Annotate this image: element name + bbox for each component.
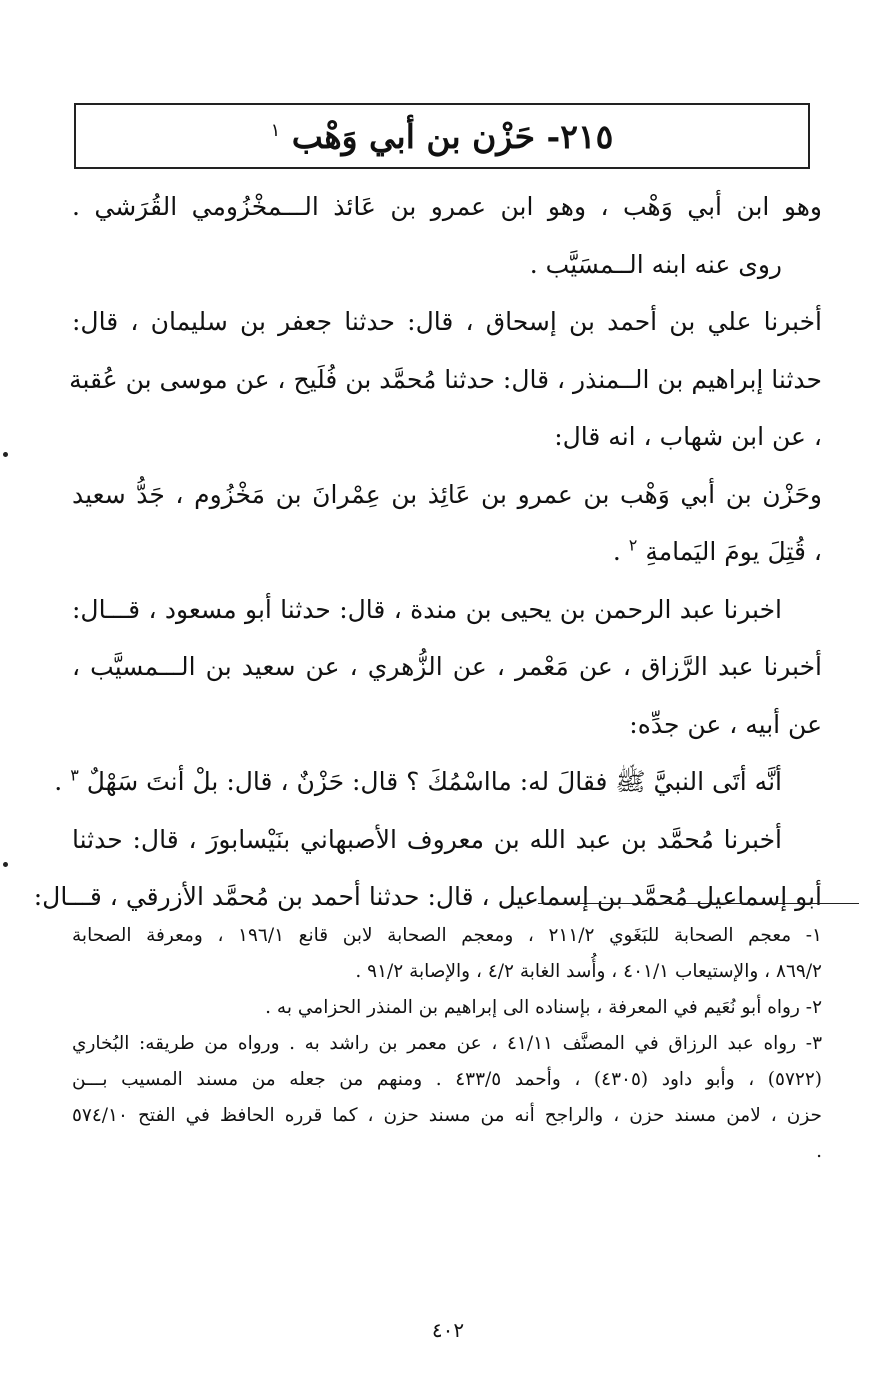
footnote-line: ٨٦٩/٢ ، والإستيعاب ٤٠١/١ ، وأُسد الغابة ٤/٢ ، والإصابة ٩١/٢ . [355, 961, 822, 982]
footnote-separator [538, 903, 859, 904]
text-line-tail: . [612, 537, 629, 566]
title-footnote-ref: ١ [270, 119, 281, 141]
text-line: حدثنا إبراهيم بن الــمنذر ، قال: حدثنا مُحمَّد بن فُلَيح ، عن موسى بن عُقبة [69, 364, 822, 394]
scan-speck [3, 862, 8, 867]
text-line [54, 753, 822, 811]
entry-title-text: ٢١٥- حَزْن بن أبي وَهْب [291, 116, 614, 156]
text-line: روى عنه ابنه الــمسَيَّب . [529, 249, 782, 279]
page-number: ٤٠٢ [431, 1318, 465, 1342]
text-line: اخبرنا عبد الرحمن بن يحيى بن مندة ، قال: حدثنا أبو مسعود ، قـــال: [72, 594, 782, 624]
footnote-line: ٢- رواه أبو نُعَيم في المعرفة ، بإسناده الى إبراهيم بن المنذر الحزامي به . [265, 997, 822, 1018]
main-text [33, 178, 822, 926]
text-line-tail: . [54, 767, 71, 796]
text-line: أخبرنا علي بن أحمد بن إسحاق ، قال: حدثنا جعفر بن سليمان ، قال: [72, 307, 822, 336]
text-line: أبو إسماعيل مُحمَّد بن إسماعيل ، قال: حدثنا أحمد بن مُحمَّد الأزرقي ، قـــال: [33, 882, 822, 911]
footnotes [72, 918, 822, 1170]
text-line: عن أبيه ، عن جدِّه: [629, 709, 822, 739]
footnote-line: . [816, 1141, 822, 1162]
text-line-main: ، قُتِلَ يومَ اليَمامةِ [645, 537, 822, 566]
text-line: ، عن ابن شهاب ، انه قال: [554, 422, 822, 451]
footnote-line: ١- معجم الصحابة للبَغَوي ٢١١/٢ ، ومعجم الصحابة لابن قانع ١٩٦/١ ، ومعرفة الصحابة [72, 925, 822, 946]
footnote-line: (٥٧٢٢) ، وأبو داود (٤٣٠٥) ، وأحمد ٤٣٣/٥ . ومنهم من جعله من مسند المسيب بـــن [72, 1069, 822, 1090]
footnote-line: ٣- رواه عبد الرزاق في المصنَّف ٤١/١١ ، عن معمر بن راشد به . ورواه من طريقه: البُخاري [72, 1033, 822, 1054]
text-line-main: أنَّه أتَى النبيَّ ﷺ فقالَ له: مااسْمُكَ ؟ قال: حَزْنٌ ، قال: بلْ أنتَ سَهْلٌ [86, 767, 782, 796]
text-line: وحَزْن بن أبي وَهْب بن عمرو بن عَائِذ بن عِمْرانَ بن مَخْزُوم ، جَدُّ سعيد [72, 479, 822, 509]
scan-speck [3, 452, 8, 457]
footnote-ref-2: ٢ [628, 535, 638, 555]
text-line: أخبرنا مُحمَّد بن عبد الله بن معروف الأصبهاني بنَيْسابورَ ، قال: حدثنا [72, 824, 782, 854]
text-line: وهو ابن أبي وَهْب ، وهو ابن عمرو بن عَائذ الـــمخْزُومي القُرَشي . [72, 192, 822, 221]
entry-title-box [74, 103, 810, 169]
text-line [72, 523, 822, 581]
footnote-line: حزن ، لامن مسند حزن ، والراجح أنه من مسند حزن ، كما قرره الحافظ في الفتح ٥٧٤/١٠ [72, 1105, 822, 1126]
entry-title [270, 116, 614, 156]
footnote-ref-3: ٣ [70, 765, 79, 785]
text-line: أخبرنا عبد الرَّزاق ، عن مَعْمر ، عن الزُّهري ، عن سعيد بن الـــمسيَّب ، [72, 652, 822, 681]
